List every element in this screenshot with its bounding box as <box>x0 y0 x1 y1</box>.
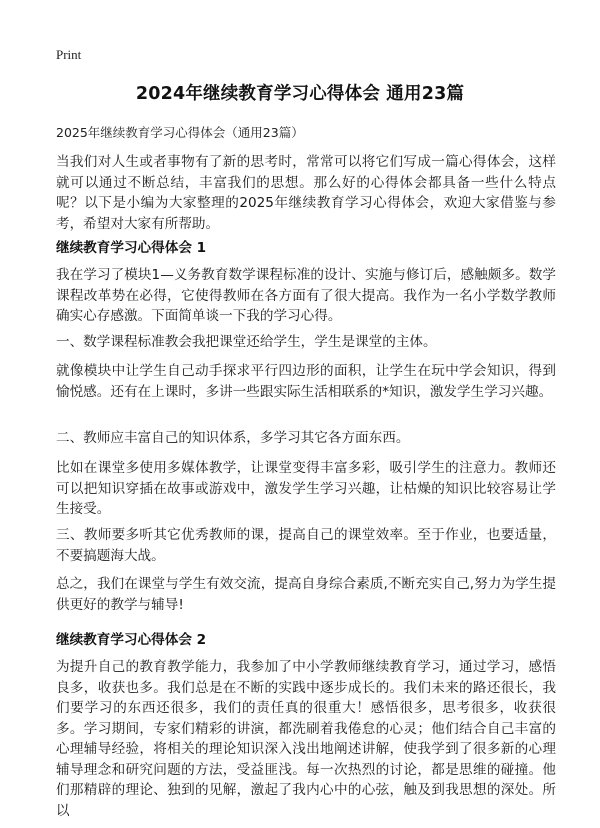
section-2-heading: 继续教育学习心得体会 2 <box>56 632 207 648</box>
intro-paragraph: 当我们对人生或者事物有了新的思考时，常常可以将它们写成一篇心得体会，这样就可以通过不断总结，丰富我们的思想。那么好的心得体会都具备一些什么特点呢？以下是小编为大家整理的2025年继续教育学习心得体会，欢迎大家借鉴与参考，希望对大家有所帮助。 <box>56 154 556 232</box>
section-1-paragraph-1: 我在学习了模块1—义务教育数学课程标准的设计、实施与修订后，感触颇多。数学课程改革势在必得，它使得教师在各方面有了很大提高。我作为一名小学数学教师确实心存感激。下面简单谈一下我的学习心得。 <box>56 267 556 324</box>
document-subtitle: 2025年继续教育学习心得体会（通用23篇） <box>56 125 304 140</box>
section-1-paragraph-2: 一、数学课程标准教会我把课堂还给学生，学生是课堂的主体。 <box>56 334 437 350</box>
section-1-paragraph-4: 二、教师应丰富自己的知识体系，多学习其它各方面东西。 <box>56 430 410 446</box>
section-1-paragraph-7: 总之，我们在课堂与学生有效交流，提高自身综合素质,不断充实自己,努力为学生提供更好的教学与辅导! <box>56 576 556 613</box>
section-2-paragraph-1: 为提升自己的教育教学能力，我参加了中小学教师继续教育学习，通过学习，感悟良多，收获也多。我们总是在不断的实践中逐步成长的。我们未来的路还很长，我们要学习的东西还很多，我们的责任真的很重大！感悟很多，思考很多，收获很多。学习期间，专家们精彩的讲演，都洗刷着我倦怠的心灵；他们结合自己丰富的心理辅导经验，将相关的理论知识深入浅出地阐述讲解，使我学到了很多新的心理辅导理念和研究问题的方法，受益匪浅。每一次热烈的讨论，都是思维的碰撞。他们那精辟的理论、独到的见解，激起了我内心中的心弦，触及到我思想的深处。所以 <box>56 659 556 819</box>
document-title: 2024年继续教育学习心得体会 通用23篇 <box>135 84 465 104</box>
print-link[interactable]: Print <box>56 47 82 62</box>
section-1-paragraph-6: 三、教师要多听其它优秀教师的课，提高自己的课堂效率。至于作业，也要适量，不要搞题海大战。 <box>56 527 556 564</box>
section-1-paragraph-3: 就像模块中让学生自己动手探求平行四边形的面积，让学生在玩中学会知识，得到愉悦感。还有在上课时，多讲一些跟实际生活相联系的*知识，激发学生学习兴趣。 <box>56 363 556 400</box>
section-1-paragraph-5: 比如在课堂多使用多媒体教学，让课堂变得丰富多彩，吸引学生的注意力。教师还可以把知识穿插在故事或游戏中，激发学生学习兴趣，让枯燥的知识比较容易让学生接受。 <box>56 460 556 517</box>
section-1-heading: 继续教育学习心得体会 1 <box>56 240 207 256</box>
